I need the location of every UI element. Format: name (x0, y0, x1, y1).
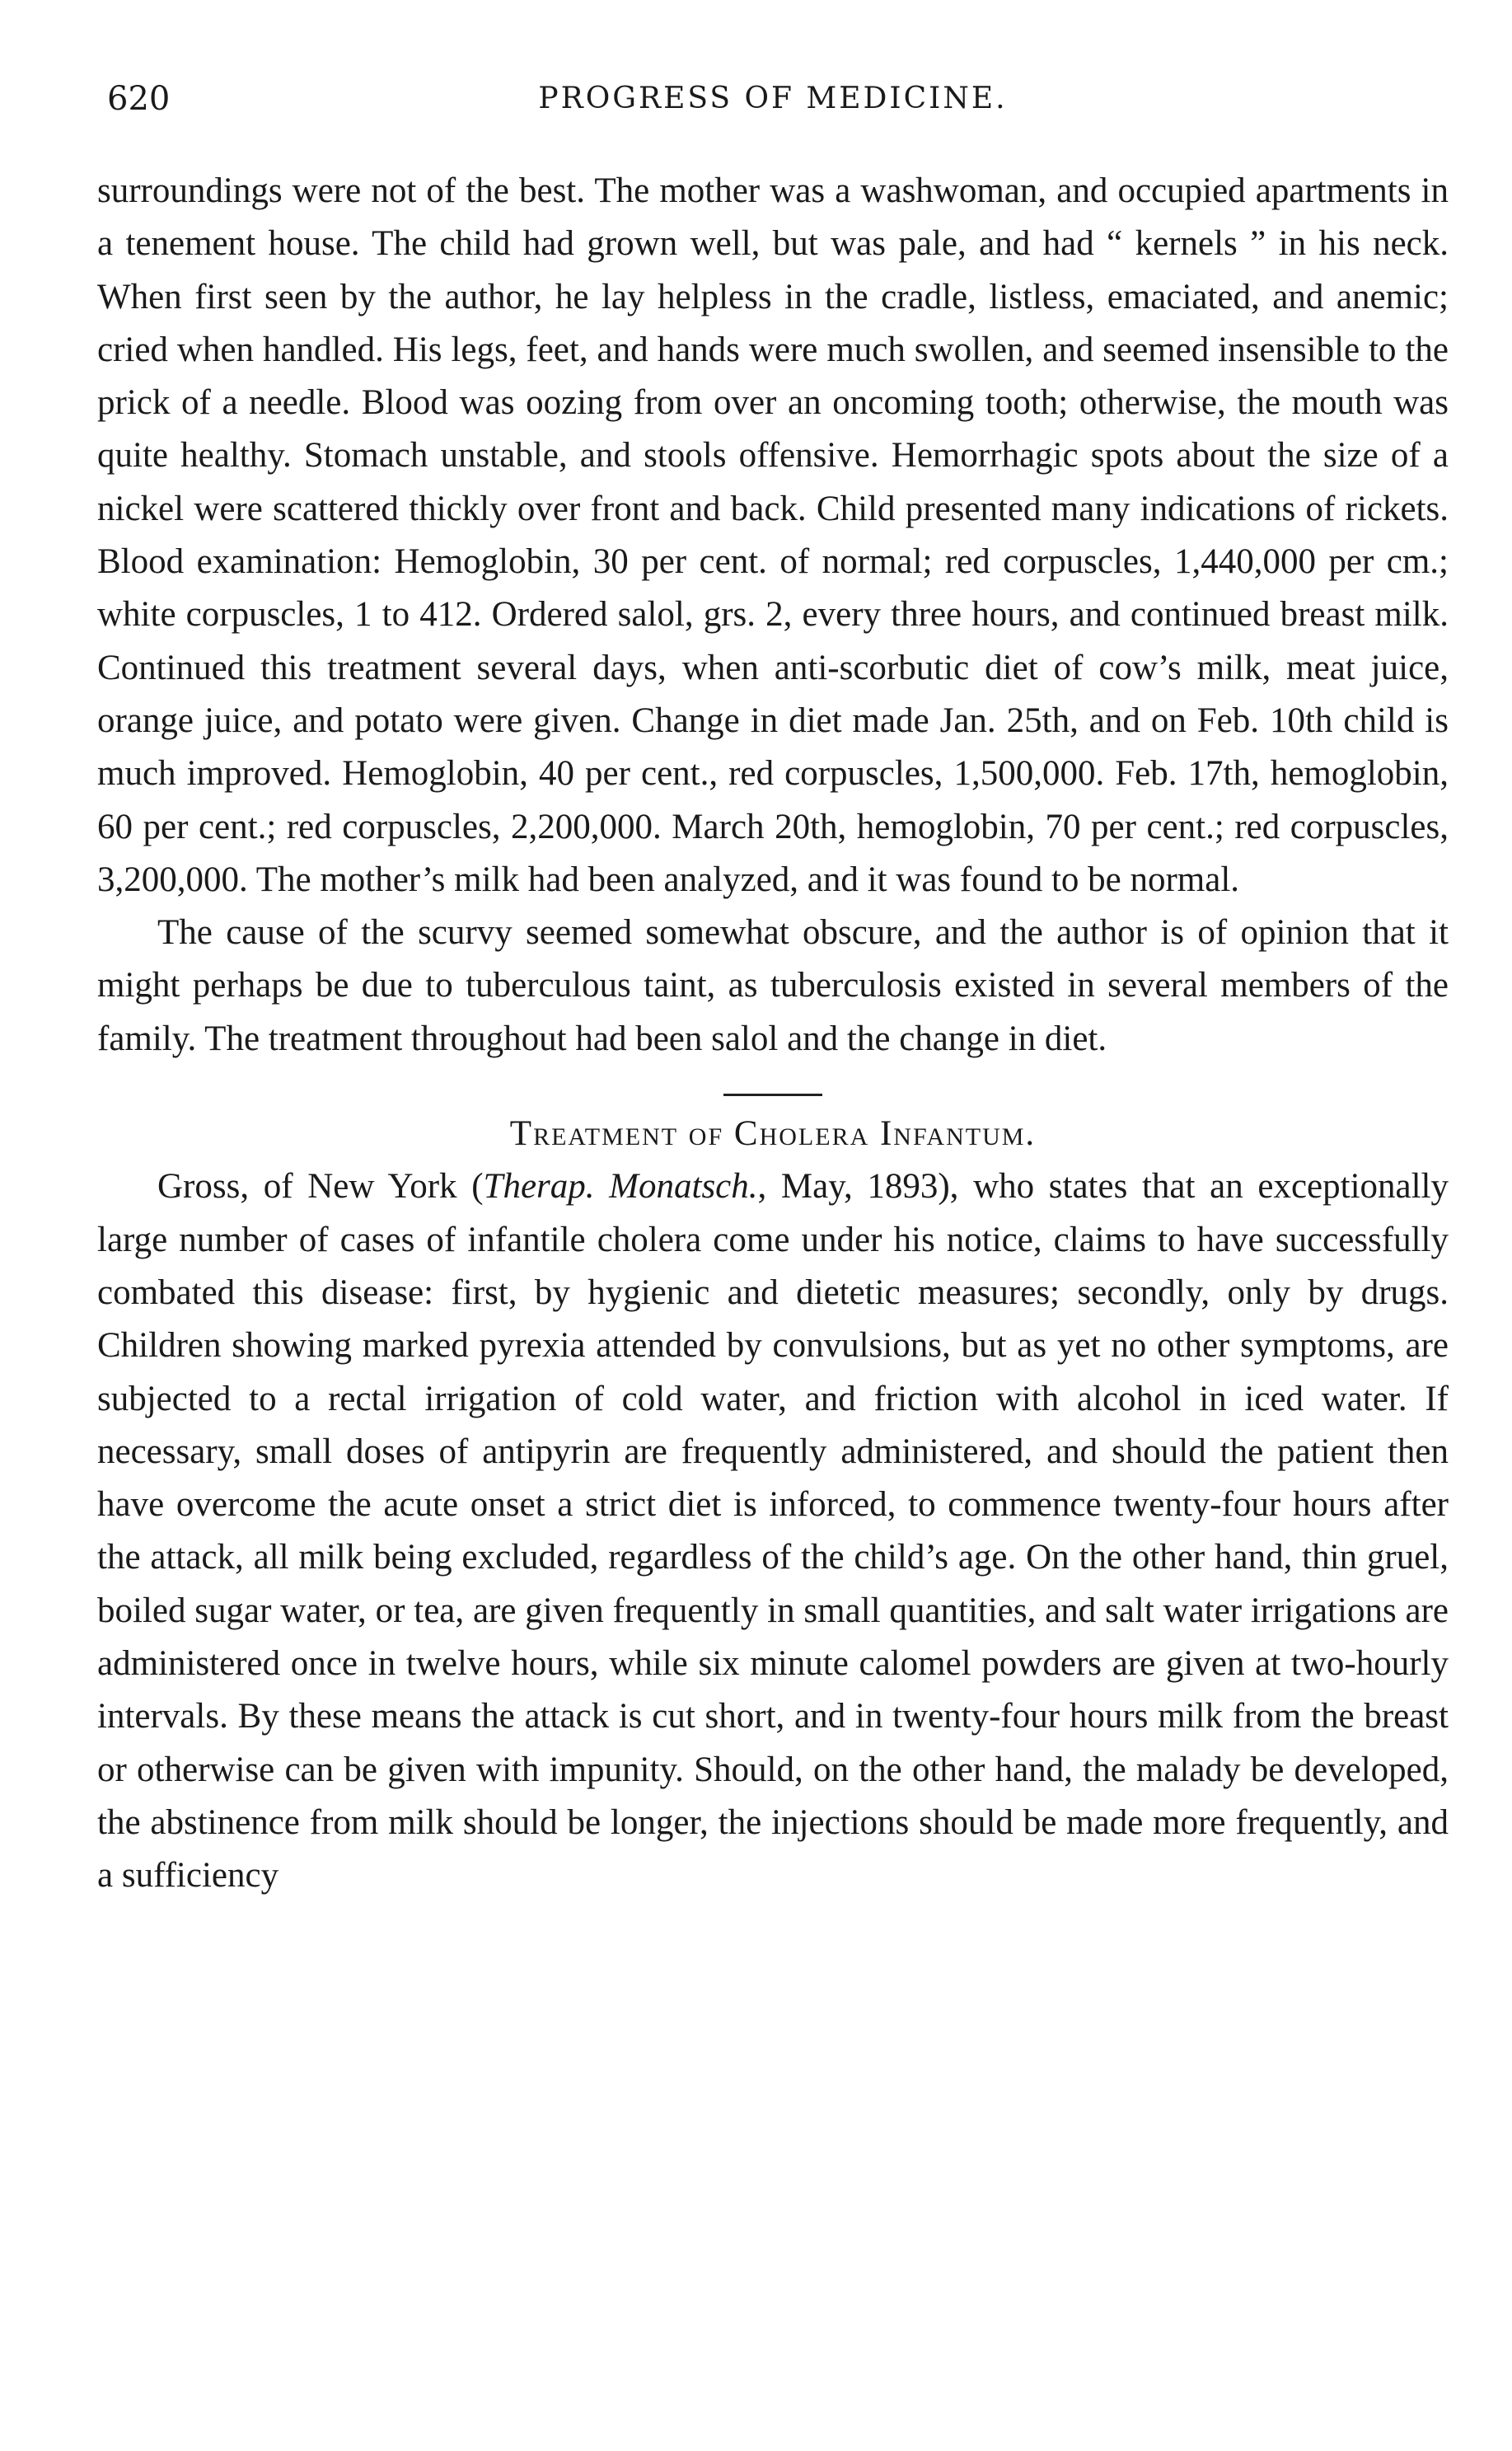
body-text (97, 165, 1449, 1903)
section-heading: Treatment of Cholera Infantum. (509, 1114, 1037, 1154)
running-head (97, 76, 1449, 122)
paragraph-scurvy-cause: The cause of the scurvy seemed somewhat obscure, and the author is of opinion that it might perhaps be due to tuberculous taint, as tuberculosis existed in several members of the family. The treatment throughout had been salol and the change in diet. (97, 913, 1449, 1058)
paragraph-text-body: , May, 1893), who states that an exceptionally large number of cases of infantile cholera come under his notice, claims to have successfully combated this disease: first, by hygienic and dietetic measures; secondly, only by drugs. Children showing marked pyrexia attended by convulsions, but as yet no other symptoms, are subjected to a rectal irrigation of cold water, and friction with alcohol in iced water. If necessary, small doses of antipyrin are frequently administered, and should the patient then have overcome the acute onset a strict diet is inforced, to commence twenty-four hours after the attack, all milk being excluded, regardless of the child’s age. On the other hand, thin gruel, boiled sugar water, or tea, are given frequently in small quantities, and salt water irrigations are administered once in twelve hours, while six minute calomel powders are given at two-hourly intervals. By these means the attack is cut short, and in twenty-four hours milk from the breast or otherwise can be given with impunity. Should, on the other hand, the malady be developed, the abstinence from milk should be longer, the injections should be made more frequently, and a sufficiency (97, 1167, 1449, 1896)
journal-citation: Therap. Monatsch. (483, 1167, 758, 1207)
paragraph-cholera-treatment (97, 1160, 1449, 1902)
paragraph-scurvy-case: surroundings were not of the best. The mother was a washwoman, and occupied apartments in a tenement house. The child had grown well, but was pale, and had “ kernels ” in his neck. When first seen by the author, he lay helpless in the cradle, listless, emaciated, and anemic; cried when handled. His legs, feet, and hands were much swollen, and seemed insensible to the prick of a needle. Blood was oozing from over an oncoming tooth; otherwise, the mouth was quite healthy. Stomach unstable, and stools offensive. Hemorrhagic spots about the size of a nickel were scattered thickly over front and back. Child presented many indications of rickets. Blood examination: Hemoglobin, 30 per cent. of normal; red corpuscles, 1,440,000 per cm.; white corpuscles, 1 to 412. Ordered salol, grs. 2, every three hours, and continued breast milk. Continued this treatment several days, when anti-scorbutic diet of cow’s milk, meat juice, orange juice, and potato were given. Change in diet made Jan. 25th, and on Feb. 10th child is much improved. Hemoglobin, 40 per cent., red corpuscles, 1,500,000. Feb. 17th, hemoglobin, 60 per cent.; red corpuscles, 2,200,000. March 20th, hemoglobin, 70 per cent.; red corpuscles, 3,200,000. The mother’s milk had been analyzed, and it was found to be normal. (97, 171, 1449, 899)
page-number: 620 (107, 80, 171, 118)
paragraph-text-lead: Gross, of New York ( (157, 1167, 484, 1207)
section-divider (723, 1094, 822, 1096)
running-title: PROGRESS OF MEDICINE. (538, 82, 1008, 115)
